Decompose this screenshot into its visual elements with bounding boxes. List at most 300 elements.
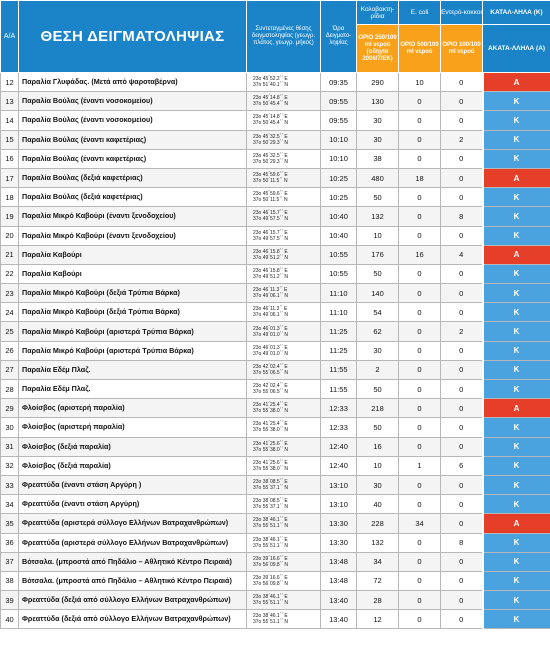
row-number: 12 <box>1 73 19 92</box>
table-row <box>1 552 550 571</box>
coord-lon: 23ο 38΄46.1΄΄ Ε <box>253 613 288 620</box>
location-name: Παραλία Καβούρι <box>19 245 247 264</box>
coliforms-value: 140 <box>357 284 399 303</box>
location-name: Παραλία Μικρό Καβούρι (αριστερά Τρύπια Βάρκα) <box>19 341 247 360</box>
coord-lon: 23ο 38΄08.5΄΄ Ε <box>253 479 288 486</box>
coliforms-value: 50 <box>357 418 399 437</box>
suitability-badge: Κ <box>483 303 550 322</box>
coord-lon: 23ο 41΄25.6΄΄ Ε <box>253 459 288 466</box>
coord-lon: 23ο 46΄01.3΄΄ Ε <box>253 344 288 351</box>
location-name: Φρεαττύδα (αριστερά σύλλογο Ελλήνων Βατραχανθρώπων) <box>19 514 247 533</box>
coliforms-value: 30 <box>357 341 399 360</box>
table-row <box>1 360 550 379</box>
row-number: 19 <box>1 207 19 226</box>
sampling-time: 09:55 <box>321 92 357 111</box>
coord-lat: 37ο 55΄51.1΄΄ Ν <box>253 523 289 530</box>
coliforms-value: 62 <box>357 322 399 341</box>
coordinates <box>247 399 321 418</box>
enterococci-value: 6 <box>441 456 483 475</box>
coliforms-value: 12 <box>357 610 399 629</box>
coliforms-value: 132 <box>357 207 399 226</box>
coordinates <box>247 188 321 207</box>
coliforms-value: 34 <box>357 552 399 571</box>
suitability-badge: Κ <box>483 456 550 475</box>
coliforms-value: 176 <box>357 245 399 264</box>
coliforms-value: 30 <box>357 475 399 494</box>
suitability-badge: Κ <box>483 111 550 130</box>
location-name: Παραλία Καβούρι <box>19 264 247 283</box>
location-name: Φλοίσβος (αριστερή παραλία) <box>19 418 247 437</box>
suitability-badge: Κ <box>483 92 550 111</box>
coliforms-value: 228 <box>357 514 399 533</box>
coord-lat: 37ο 55΄06.5΄΄ Ν <box>253 389 289 396</box>
ecoli-value: 0 <box>399 591 441 610</box>
table-row <box>1 245 550 264</box>
ecoli-value: 0 <box>399 399 441 418</box>
table-row <box>1 591 550 610</box>
sampling-time: 10:40 <box>321 207 357 226</box>
ecoli-value: 0 <box>399 111 441 130</box>
enterococci-value: 0 <box>441 226 483 245</box>
table-row <box>1 226 550 245</box>
coord-lon: 23ο 45΄14.8΄΄ Ε <box>253 114 288 121</box>
row-number: 22 <box>1 264 19 283</box>
suitability-badge: Α <box>483 73 550 92</box>
row-number: 13 <box>1 92 19 111</box>
table-row <box>1 303 550 322</box>
coord-lon: 23ο 46΄11.3΄΄ Ε <box>253 287 288 294</box>
coliforms-value: 54 <box>357 303 399 322</box>
coord-lon: 23ο 41΄25.6΄΄ Ε <box>253 440 288 447</box>
coordinates <box>247 591 321 610</box>
row-number: 31 <box>1 437 19 456</box>
ecoli-value: 10 <box>399 73 441 92</box>
coliforms-value: 480 <box>357 168 399 187</box>
coord-lon: 23ο 41΄25.4΄΄ Ε <box>253 402 288 409</box>
sampling-time: 12:33 <box>321 399 357 418</box>
ecoli-value: 18 <box>399 168 441 187</box>
ecoli-value: 0 <box>399 226 441 245</box>
sampling-time: 11:10 <box>321 303 357 322</box>
coliforms-value: 50 <box>357 188 399 207</box>
location-name: Παραλία Μικρό Καβούρι (δεξιά Τρύπια Βάρκα) <box>19 303 247 322</box>
coordinates <box>247 533 321 552</box>
enterococci-value: 0 <box>441 610 483 629</box>
coord-lat: 37ο 50΄11.5΄΄ Ν <box>253 178 288 185</box>
coliforms-value: 2 <box>357 360 399 379</box>
suitability-badge: Κ <box>483 610 550 629</box>
header-coliforms: Κολοβακτη-ρίδια <box>357 1 399 25</box>
row-number: 24 <box>1 303 19 322</box>
coord-lat: 37ο 56΄09.8΄΄ Ν <box>253 580 289 587</box>
location-name: Παραλία Μικρό Καβούρι (έναντι ξενοδοχείου) <box>19 226 247 245</box>
coord-lon: 23ο 46΄11.3΄΄ Ε <box>253 306 288 313</box>
sampling-time: 10:10 <box>321 130 357 149</box>
coord-lat: 37ο 55΄38.0΄΄ Ν <box>253 446 289 453</box>
sampling-time: 10:40 <box>321 226 357 245</box>
coord-lat: 37ο 49΄51.2΄΄ Ν <box>253 273 289 280</box>
enterococci-value: 0 <box>441 341 483 360</box>
sampling-time: 13:30 <box>321 533 357 552</box>
location-name: Παραλία Μικρό Καβούρι (έναντι ξενοδοχείου) <box>19 207 247 226</box>
suitability-badge: Κ <box>483 149 550 168</box>
coord-lat: 37ο 55΄51.1΄΄ Ν <box>253 600 289 607</box>
coordinates <box>247 514 321 533</box>
coordinates <box>247 92 321 111</box>
coord-lat: 37ο 49΄57.5΄΄ Ν <box>253 216 289 223</box>
ecoli-value: 0 <box>399 571 441 590</box>
coliforms-value: 132 <box>357 533 399 552</box>
coordinates <box>247 73 321 92</box>
location-name: Παραλία Βούλας (έναντι νοσοκομείου) <box>19 111 247 130</box>
table-row <box>1 168 550 187</box>
coord-lon: 23ο 38΄46.1΄΄ Ε <box>253 517 288 524</box>
row-number: 16 <box>1 149 19 168</box>
row-number: 34 <box>1 495 19 514</box>
table-row <box>1 495 550 514</box>
suitability-badge: Κ <box>483 495 550 514</box>
enterococci-value: 0 <box>441 92 483 111</box>
coliforms-value: 50 <box>357 380 399 399</box>
ecoli-value: 0 <box>399 130 441 149</box>
row-number: 21 <box>1 245 19 264</box>
sampling-time: 10:55 <box>321 245 357 264</box>
location-name: Παραλία Εδέμ Πλαζ. <box>19 380 247 399</box>
header-aa: Α/Α <box>1 1 19 73</box>
table-row <box>1 73 550 92</box>
ecoli-value: 0 <box>399 418 441 437</box>
sampling-time: 13:40 <box>321 610 357 629</box>
location-name: Παραλία Βούλας (έναντι καφετέριας) <box>19 130 247 149</box>
row-number: 15 <box>1 130 19 149</box>
suitability-badge: Α <box>483 168 550 187</box>
ecoli-value: 0 <box>399 380 441 399</box>
enterococci-value: 0 <box>441 437 483 456</box>
location-name: Φλοίσβος (δεξιά παραλία) <box>19 456 247 475</box>
ecoli-value: 0 <box>399 303 441 322</box>
coord-lon: 23ο 45΄32.5΄΄ Ε <box>253 133 288 140</box>
table-row <box>1 610 550 629</box>
row-number: 29 <box>1 399 19 418</box>
enterococci-value: 0 <box>441 591 483 610</box>
row-number: 23 <box>1 284 19 303</box>
header-limit-enterococci: ΟΡΙΟ 100/100 ml νερού <box>441 25 483 73</box>
sampling-time: 13:40 <box>321 591 357 610</box>
table-row <box>1 418 550 437</box>
header-time: Ώρα Δειγματο-ληψίας <box>321 1 357 73</box>
sampling-time: 11:55 <box>321 380 357 399</box>
enterococci-value: 4 <box>441 245 483 264</box>
enterococci-value: 2 <box>441 322 483 341</box>
coliforms-value: 28 <box>357 591 399 610</box>
suitability-badge: Κ <box>483 322 550 341</box>
enterococci-value: 0 <box>441 495 483 514</box>
coliforms-value: 40 <box>357 495 399 514</box>
coordinates <box>247 264 321 283</box>
suitability-badge: Κ <box>483 130 550 149</box>
row-number: 18 <box>1 188 19 207</box>
suitability-badge: Κ <box>483 437 550 456</box>
coordinates <box>247 322 321 341</box>
enterococci-value: 0 <box>441 380 483 399</box>
enterococci-value: 2 <box>441 130 483 149</box>
coord-lon: 23ο 46΄15.7΄΄ Ε <box>253 210 288 217</box>
enterococci-value: 0 <box>441 149 483 168</box>
ecoli-value: 0 <box>399 610 441 629</box>
header-enterococci: Εντερό-κοκκοι <box>441 1 483 25</box>
table-row <box>1 456 550 475</box>
suitability-badge: Κ <box>483 207 550 226</box>
coord-lon: 23ο 45΄14.8΄΄ Ε <box>253 95 288 102</box>
enterococci-value: 0 <box>441 73 483 92</box>
row-number: 14 <box>1 111 19 130</box>
sampling-time: 13:30 <box>321 514 357 533</box>
coordinates <box>247 149 321 168</box>
coord-lon: 23ο 41΄25.4΄΄ Ε <box>253 421 288 428</box>
sampling-time: 12:40 <box>321 456 357 475</box>
suitability-badge: Κ <box>483 571 550 590</box>
table-row <box>1 514 550 533</box>
ecoli-value: 0 <box>399 188 441 207</box>
suitability-badge: Κ <box>483 380 550 399</box>
table-row <box>1 284 550 303</box>
enterococci-value: 8 <box>441 533 483 552</box>
sampling-time: 09:55 <box>321 111 357 130</box>
sampling-time: 10:25 <box>321 188 357 207</box>
header-suitable: ΚΑΤΑΛ-ΛΗΛΑ (Κ) <box>483 1 550 25</box>
coord-lat: 37ο 55΄37.1΄΄ Ν <box>253 504 289 511</box>
sampling-time: 12:40 <box>321 437 357 456</box>
table-row <box>1 380 550 399</box>
coordinates <box>247 437 321 456</box>
enterococci-value: 0 <box>441 303 483 322</box>
location-name: Παραλία Βούλας (δεξιά καφετέριας) <box>19 188 247 207</box>
suitability-badge: Κ <box>483 552 550 571</box>
coord-lon: 23ο 42΄02.4΄΄ Ε <box>253 363 288 370</box>
header-location: ΘΕΣΗ ΔΕΙΓΜΑΤΟΛΗΨΙΑΣ <box>19 1 247 73</box>
coordinates <box>247 610 321 629</box>
coord-lon: 23ο 46΄01.3΄΄ Ε <box>253 325 288 332</box>
coordinates <box>247 380 321 399</box>
ecoli-value: 34 <box>399 514 441 533</box>
enterococci-value: 0 <box>441 571 483 590</box>
location-name: Παραλία Βούλας (δεξιά καφετέριας) <box>19 168 247 187</box>
header-unsuitable: ΑΚΑΤΑ-ΛΛΗΛΑ (Α) <box>483 25 550 73</box>
sampling-time: 13:10 <box>321 475 357 494</box>
enterococci-value: 0 <box>441 552 483 571</box>
ecoli-value: 0 <box>399 264 441 283</box>
row-number: 32 <box>1 456 19 475</box>
sampling-time: 11:55 <box>321 360 357 379</box>
coordinates <box>247 456 321 475</box>
ecoli-value: 0 <box>399 475 441 494</box>
row-number: 39 <box>1 591 19 610</box>
ecoli-value: 0 <box>399 284 441 303</box>
coordinates <box>247 168 321 187</box>
coliforms-value: 38 <box>357 149 399 168</box>
coord-lat: 37ο 55΄51.1΄΄ Ν <box>253 542 289 549</box>
coliforms-value: 16 <box>357 437 399 456</box>
sampling-time: 11:25 <box>321 341 357 360</box>
header-limit-coliforms: ΟΡΙΟ 250/100 ml νερού (οδηγία 2006/7/ΕΚ) <box>357 25 399 73</box>
ecoli-value: 16 <box>399 245 441 264</box>
coord-lon: 23ο 38΄46.1΄΄ Ε <box>253 536 288 543</box>
suitability-badge: Κ <box>483 264 550 283</box>
coord-lon: 23ο 46΄15.7΄΄ Ε <box>253 229 288 236</box>
coordinates <box>247 130 321 149</box>
row-number: 38 <box>1 571 19 590</box>
ecoli-value: 0 <box>399 207 441 226</box>
sampling-time: 10:55 <box>321 264 357 283</box>
table-row <box>1 475 550 494</box>
table-row <box>1 111 550 130</box>
location-name: Φρεαττύδα (δεξιά από σύλλογο Ελλήνων Βατραχανθρώπων) <box>19 610 247 629</box>
coord-lon: 23ο 45΄52.2΄΄ Ε <box>253 76 288 83</box>
coliforms-value: 50 <box>357 264 399 283</box>
suitability-badge: Κ <box>483 360 550 379</box>
enterococci-value: 0 <box>441 514 483 533</box>
suitability-badge: Κ <box>483 418 550 437</box>
coliforms-value: 72 <box>357 571 399 590</box>
ecoli-value: 0 <box>399 149 441 168</box>
coordinates <box>247 360 321 379</box>
coord-lon: 23ο 39΄16.6΄΄ Ε <box>253 555 288 562</box>
coord-lon: 23ο 45΄59.6΄΄ Ε <box>253 172 288 179</box>
ecoli-value: 0 <box>399 437 441 456</box>
coliforms-value: 10 <box>357 456 399 475</box>
header-limit-ecoli: ΟΡΙΟ 500/100 ml νερού <box>399 25 441 73</box>
table-row <box>1 149 550 168</box>
table-header <box>1 1 550 73</box>
sampling-time: 13:48 <box>321 552 357 571</box>
coordinates <box>247 341 321 360</box>
enterococci-value: 0 <box>441 188 483 207</box>
location-name: Παραλία Εδέμ Πλαζ. <box>19 360 247 379</box>
coord-lat: 37ο 55΄37.1΄΄ Ν <box>253 485 289 492</box>
coord-lat: 37ο 51΄40.1΄΄ Ν <box>253 82 289 89</box>
location-name: Φρεαττύδα (δεξιά από σύλλογο Ελλήνων Βατραχανθρώπων) <box>19 591 247 610</box>
row-number: 28 <box>1 380 19 399</box>
coord-lat: 37ο 49΄51.2΄΄ Ν <box>253 254 289 261</box>
coordinates <box>247 284 321 303</box>
coliforms-value: 130 <box>357 92 399 111</box>
table-row <box>1 322 550 341</box>
ecoli-value: 0 <box>399 341 441 360</box>
ecoli-value: 0 <box>399 533 441 552</box>
coordinates <box>247 207 321 226</box>
coord-lat: 37ο 50΄45.4΄΄ Ν <box>253 120 289 127</box>
location-name: Βότσαλα. (μπροστά από Πηδάλιο – Αθλητικό Κέντρο Πειραιά) <box>19 571 247 590</box>
location-name: Φρεαττύδα (έναντι στάση Αργύρη) <box>19 495 247 514</box>
coordinates <box>247 571 321 590</box>
sampling-time: 11:25 <box>321 322 357 341</box>
row-number: 17 <box>1 168 19 187</box>
location-name: Φλοίσβος (δεξιά παραλία) <box>19 437 247 456</box>
location-name: Φρεαττύδα (αριστερά σύλλογο Ελλήνων Βατραχανθρώπων) <box>19 533 247 552</box>
enterococci-value: 0 <box>441 360 483 379</box>
sampling-time: 13:10 <box>321 495 357 514</box>
table-row <box>1 264 550 283</box>
row-number: 40 <box>1 610 19 629</box>
coord-lon: 23ο 45΄32.5΄΄ Ε <box>253 152 288 159</box>
suitability-badge: Α <box>483 245 550 264</box>
ecoli-value: 0 <box>399 360 441 379</box>
location-name: Φρεαττύδα (έναντι στάση Αργύρη ) <box>19 475 247 494</box>
ecoli-value: 0 <box>399 92 441 111</box>
enterococci-value: 0 <box>441 399 483 418</box>
suitability-badge: Κ <box>483 226 550 245</box>
coliforms-value: 30 <box>357 130 399 149</box>
coliforms-value: 218 <box>357 399 399 418</box>
table-row <box>1 437 550 456</box>
sampling-time: 09:35 <box>321 73 357 92</box>
header-ecoli: E. coli <box>399 1 441 25</box>
table-row <box>1 92 550 111</box>
coordinates <box>247 552 321 571</box>
coord-lat: 37ο 49΄06.1΄΄ Ν <box>253 293 289 300</box>
row-number: 20 <box>1 226 19 245</box>
table-row <box>1 188 550 207</box>
ecoli-value: 0 <box>399 552 441 571</box>
table-row <box>1 533 550 552</box>
ecoli-value: 0 <box>399 322 441 341</box>
coord-lon: 23ο 42΄02.4΄΄ Ε <box>253 383 288 390</box>
coordinates <box>247 495 321 514</box>
table-row <box>1 130 550 149</box>
coord-lon: 23ο 46΄15.8΄΄ Ε <box>253 248 288 255</box>
suitability-badge: Α <box>483 399 550 418</box>
enterococci-value: 0 <box>441 264 483 283</box>
sampling-time: 10:10 <box>321 149 357 168</box>
coord-lat: 37ο 50΄45.4΄΄ Ν <box>253 101 289 108</box>
table-row <box>1 341 550 360</box>
coord-lon: 23ο 38΄08.5΄΄ Ε <box>253 498 288 505</box>
coordinates <box>247 226 321 245</box>
table-row <box>1 399 550 418</box>
coordinates <box>247 303 321 322</box>
coord-lat: 37ο 49΄01.0΄΄ Ν <box>253 331 289 338</box>
location-name: Παραλία Γλυφάδας. (Μετά από ψαροταβέρνα) <box>19 73 247 92</box>
coord-lat: 37ο 49΄57.5΄΄ Ν <box>253 235 289 242</box>
suitability-badge: Κ <box>483 341 550 360</box>
enterococci-value: 8 <box>441 207 483 226</box>
coord-lon: 23ο 38΄46.1΄΄ Ε <box>253 594 288 601</box>
location-name: Παραλία Βούλας (έναντι καφετέριας) <box>19 149 247 168</box>
suitability-badge: Α <box>483 514 550 533</box>
suitability-badge: Κ <box>483 533 550 552</box>
suitability-badge: Κ <box>483 591 550 610</box>
location-name: Βότσαλα. (μπροστά από Πηδάλιο – Αθλητικό Κέντρο Πειραιά) <box>19 552 247 571</box>
ecoli-value: 0 <box>399 495 441 514</box>
ecoli-value: 1 <box>399 456 441 475</box>
table-row <box>1 207 550 226</box>
row-number: 25 <box>1 322 19 341</box>
coord-lat: 37ο 55΄38.0΄΄ Ν <box>253 408 289 415</box>
row-number: 37 <box>1 552 19 571</box>
row-number: 33 <box>1 475 19 494</box>
location-name: Παραλία Βούλας (έναντι νοσοκομείου) <box>19 92 247 111</box>
sampling-time: 13:48 <box>321 571 357 590</box>
table-row <box>1 571 550 590</box>
location-name: Φλοίσβος (αριστερή παραλία) <box>19 399 247 418</box>
coliforms-value: 10 <box>357 226 399 245</box>
location-name: Παραλία Μικρό Καβούρι (δεξιά Τρύπια Βάρκα) <box>19 284 247 303</box>
header-coords: Συντεταγμένες θέσης δειγματοληψίας (γεωγρ. πλάτος, γεωγρ. μήκος) <box>247 1 321 73</box>
suitability-badge: Κ <box>483 284 550 303</box>
suitability-badge: Κ <box>483 475 550 494</box>
coord-lat: 37ο 55΄38.0΄΄ Ν <box>253 465 289 472</box>
enterococci-value: 0 <box>441 168 483 187</box>
